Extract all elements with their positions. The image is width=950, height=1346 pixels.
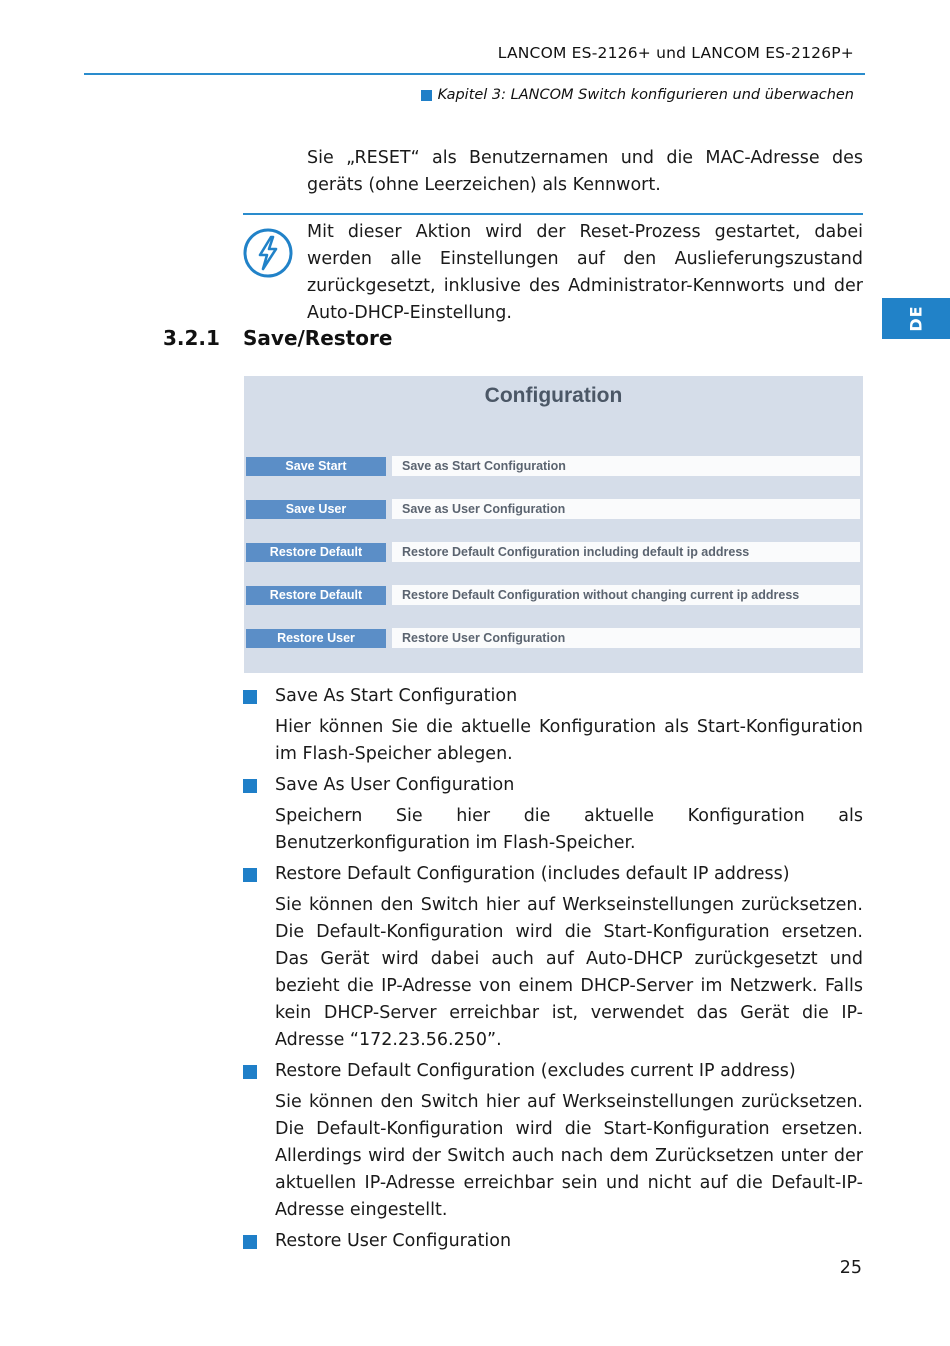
list-item-title: Save As User Configuration bbox=[275, 775, 515, 795]
square-bullet-icon bbox=[243, 868, 257, 882]
config-row-save-start bbox=[246, 456, 860, 476]
config-row-save-user bbox=[246, 499, 860, 519]
save-user-button[interactable]: Save User bbox=[246, 500, 386, 519]
save-start-button[interactable]: Save Start bbox=[246, 457, 386, 476]
option-list bbox=[243, 683, 863, 1259]
restore-default-including-ip-button[interactable]: Restore Default bbox=[246, 543, 386, 562]
square-bullet-icon bbox=[243, 1065, 257, 1079]
list-item bbox=[243, 861, 863, 1054]
configuration-title: Configuration bbox=[484, 384, 623, 407]
square-bullet-icon bbox=[421, 90, 432, 101]
config-row-restore-user bbox=[246, 628, 860, 648]
square-bullet-icon bbox=[243, 779, 257, 793]
list-item bbox=[243, 683, 863, 768]
list-item-description: Speichern Sie hier die aktuelle Konfiguration als Benutzerkonfiguration im Flash-Speicher. bbox=[275, 806, 863, 853]
note-divider bbox=[243, 213, 863, 215]
restore-default-keep-ip-button[interactable]: Restore Default bbox=[246, 586, 386, 605]
lightning-warning-icon bbox=[242, 227, 294, 279]
header-chapter bbox=[421, 87, 854, 103]
list-item bbox=[243, 1228, 863, 1255]
list-item-title: Save As Start Configuration bbox=[275, 686, 518, 706]
square-bullet-icon bbox=[243, 690, 257, 704]
note-text: Mit dieser Aktion wird der Reset-Prozess gestartet, dabei werden alle Einstellungen auf den Auslieferungszustand zurückgesetzt, inklusive des Administrator-Kennworts und der Auto-DHCP-Einstellung. bbox=[307, 222, 863, 323]
configuration-panel bbox=[244, 376, 863, 673]
list-item-title: Restore User Configuration bbox=[275, 1231, 512, 1251]
list-item bbox=[243, 772, 863, 857]
config-row-description: Save as Start Configuration bbox=[392, 456, 860, 476]
list-item-title: Restore Default Configuration (includes default IP address) bbox=[275, 864, 790, 884]
list-item-description: Sie können den Switch hier auf Werkseinstellungen zurücksetzen. Die Default-Konfiguration wird die Start-Konfiguration ersetzen. Das Gerät wird dabei auch auf Auto-DHCP zurückgesetzt und bezieht die IP-Adresse von einem DHCP-Server im Netzwerk. Falls kein DHCP-Server erreichbar ist, verwendet das Gerät die IP-Adresse “172.23.56.250”. bbox=[275, 895, 863, 1050]
section-number: 3.2.1 bbox=[163, 326, 220, 350]
page-number: 25 bbox=[839, 1258, 862, 1278]
config-row-restore-default-incl bbox=[246, 542, 860, 562]
note-paragraph bbox=[307, 219, 863, 327]
section-title: Save/Restore bbox=[243, 326, 393, 350]
square-bullet-icon bbox=[243, 1235, 257, 1249]
chapter-label: Kapitel 3: LANCOM Switch konfigurieren und überwachen bbox=[437, 87, 854, 103]
language-tab bbox=[882, 298, 950, 339]
language-tab-label: DE bbox=[906, 305, 926, 332]
config-row-description: Restore Default Configuration without changing current ip address bbox=[392, 585, 860, 605]
config-row-description: Restore Default Configuration including default ip address bbox=[392, 542, 860, 562]
list-item-description: Sie können den Switch hier auf Werkseinstellungen zurücksetzen. Die Default-Konfiguration wird die Start-Konfiguration ersetzen. Allerdings wird der Switch auch nach dem Zurücksetzen unter der aktuellen IP-Adresse erreichbar sein und nicht auf die Default-IP-Adresse eingestellt. bbox=[275, 1092, 863, 1220]
config-row-description: Restore User Configuration bbox=[392, 628, 860, 648]
list-item bbox=[243, 1058, 863, 1224]
intro-paragraph bbox=[307, 145, 863, 199]
header-divider bbox=[84, 73, 865, 75]
header-product: LANCOM ES-2126+ und LANCOM ES-2126P+ bbox=[497, 44, 854, 62]
list-item-description: Hier können Sie die aktuelle Konfiguration als Start-Konfiguration im Flash-Speicher ablegen. bbox=[275, 717, 863, 764]
config-row-restore-default-excl bbox=[246, 585, 860, 605]
restore-user-button[interactable]: Restore User bbox=[246, 629, 386, 648]
intro-text: Sie „RESET“ als Benutzernamen und die MAC-Adresse des geräts (ohne Leerzeichen) als Kennwort. bbox=[307, 148, 863, 195]
config-row-description: Save as User Configuration bbox=[392, 499, 860, 519]
list-item-title: Restore Default Configuration (excludes current IP address) bbox=[275, 1061, 796, 1081]
